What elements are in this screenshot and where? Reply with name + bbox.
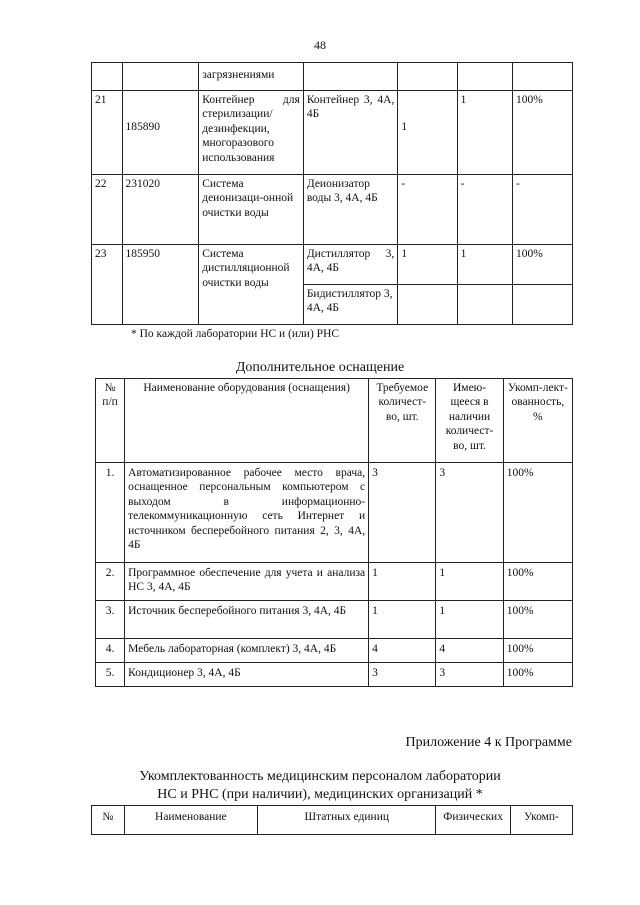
header-available: Имею-щееся в наличии количест-во, шт. xyxy=(436,379,503,463)
row-code: 231020 xyxy=(122,175,199,245)
row-percent: 100% xyxy=(512,91,572,175)
row-name: Мебель лабораторная (комплект) 3, 4А, 4Б xyxy=(125,639,369,663)
row-percent: 100% xyxy=(503,563,572,601)
row-required: 3 xyxy=(369,463,436,563)
table-row xyxy=(96,463,573,563)
row-number: 21 xyxy=(92,91,123,175)
table-cell xyxy=(303,63,397,91)
row-number: 3. xyxy=(96,601,125,639)
table-row xyxy=(92,63,573,91)
staffing-table xyxy=(91,805,573,835)
row-name: Контейнер для стерилизации/ дезинфекции, многоразового использования xyxy=(199,91,304,175)
row-number: 2. xyxy=(96,563,125,601)
header-name: Наименование xyxy=(124,806,257,835)
header-num: № xyxy=(92,806,125,835)
header-completeness: Укомп- xyxy=(510,806,572,835)
page-number: 48 xyxy=(314,38,326,52)
table-row xyxy=(96,563,573,601)
row-number: 5. xyxy=(96,663,125,687)
table-cell xyxy=(398,63,457,91)
staffing-title-line1: Укомплектованность медицинским персоналом лаборатории xyxy=(139,769,501,784)
row-percent: - xyxy=(512,175,572,245)
header-staff-units: Штатных единиц xyxy=(258,806,436,835)
row-name: Источник бесперебойного питания 3, 4А, 4Б xyxy=(125,601,369,639)
row-required: 4 xyxy=(369,639,436,663)
footnote: * По каждой лаборатории НС и (или) РНС xyxy=(131,328,340,340)
table-cell xyxy=(92,63,123,91)
row-available: 1 xyxy=(457,91,512,175)
row-name: Автоматизированное рабочее место врача, оснащенное персональным компьютером с выходом в информационно-телекоммуникационную сеть Интернет и источником бесперебойного питания 2, 3, 4А, 4Б xyxy=(125,463,369,563)
row-available: 3 xyxy=(436,663,503,687)
table-row xyxy=(96,663,573,687)
annex-label: Приложение 4 к Программе xyxy=(405,735,572,750)
row-number: 23 xyxy=(92,245,123,325)
table-cell xyxy=(457,285,512,325)
header-num: № п/п xyxy=(96,379,125,463)
row-available: 1 xyxy=(436,601,503,639)
table-cell xyxy=(398,285,457,325)
row-name: Система дистилляционной очистки воды xyxy=(199,245,304,325)
row-number: 4. xyxy=(96,639,125,663)
table-row xyxy=(92,245,573,285)
row-required: 1 xyxy=(398,91,457,175)
row-number: 1. xyxy=(96,463,125,563)
row-required: 1 xyxy=(398,245,457,285)
table-cell xyxy=(457,63,512,91)
header-percent: Укомп-лект-ованность, % xyxy=(503,379,572,463)
section-title: Дополнительное оснащение xyxy=(235,360,405,375)
equipment-table-continued xyxy=(91,62,573,325)
row-equipment: Деионизатор воды 3, 4А, 4Б xyxy=(303,175,397,245)
row-percent: 100% xyxy=(503,601,572,639)
table-row xyxy=(92,175,573,245)
row-percent: 100% xyxy=(503,663,572,687)
row-number: 22 xyxy=(92,175,123,245)
row-required: 1 xyxy=(369,563,436,601)
table-header-row xyxy=(96,379,573,463)
staffing-title xyxy=(0,768,640,804)
table-cell: загрязнениями xyxy=(199,63,304,91)
row-code: 185950 xyxy=(122,245,199,325)
row-code: 185890 xyxy=(122,91,199,175)
table-row xyxy=(96,601,573,639)
row-percent: 100% xyxy=(503,463,572,563)
table-cell xyxy=(512,285,572,325)
staffing-title-line2: НС и РНС (при наличии), медицинских организаций * xyxy=(157,787,483,803)
additional-equipment-table xyxy=(95,378,573,687)
row-percent: 100% xyxy=(512,245,572,285)
row-available: 1 xyxy=(436,563,503,601)
table-row xyxy=(96,639,573,663)
table-header-row xyxy=(92,806,573,835)
row-available: 4 xyxy=(436,639,503,663)
row-required: - xyxy=(398,175,457,245)
row-available: 3 xyxy=(436,463,503,563)
row-name: Система деионизаци-онной очистки воды xyxy=(199,175,304,245)
row-available: - xyxy=(457,175,512,245)
table-cell xyxy=(122,63,199,91)
row-equipment: Бидистиллятор 3, 4А, 4Б xyxy=(303,285,397,325)
row-available: 1 xyxy=(457,245,512,285)
row-name: Программное обеспечение для учета и анализа НС 3, 4А, 4Б xyxy=(125,563,369,601)
row-percent: 100% xyxy=(503,639,572,663)
header-physical: Физических xyxy=(436,806,510,835)
table-row xyxy=(92,91,573,175)
row-equipment: Дистиллятор 3, 4А, 4Б xyxy=(303,245,397,285)
row-equipment: Контейнер 3, 4А, 4Б xyxy=(303,91,397,175)
row-name: Кондиционер 3, 4А, 4Б xyxy=(125,663,369,687)
header-required: Требуемое количест-во, шт. xyxy=(369,379,436,463)
row-required: 3 xyxy=(369,663,436,687)
row-required: 1 xyxy=(369,601,436,639)
header-name: Наименование оборудования (оснащения) xyxy=(125,379,369,463)
table-cell xyxy=(512,63,572,91)
